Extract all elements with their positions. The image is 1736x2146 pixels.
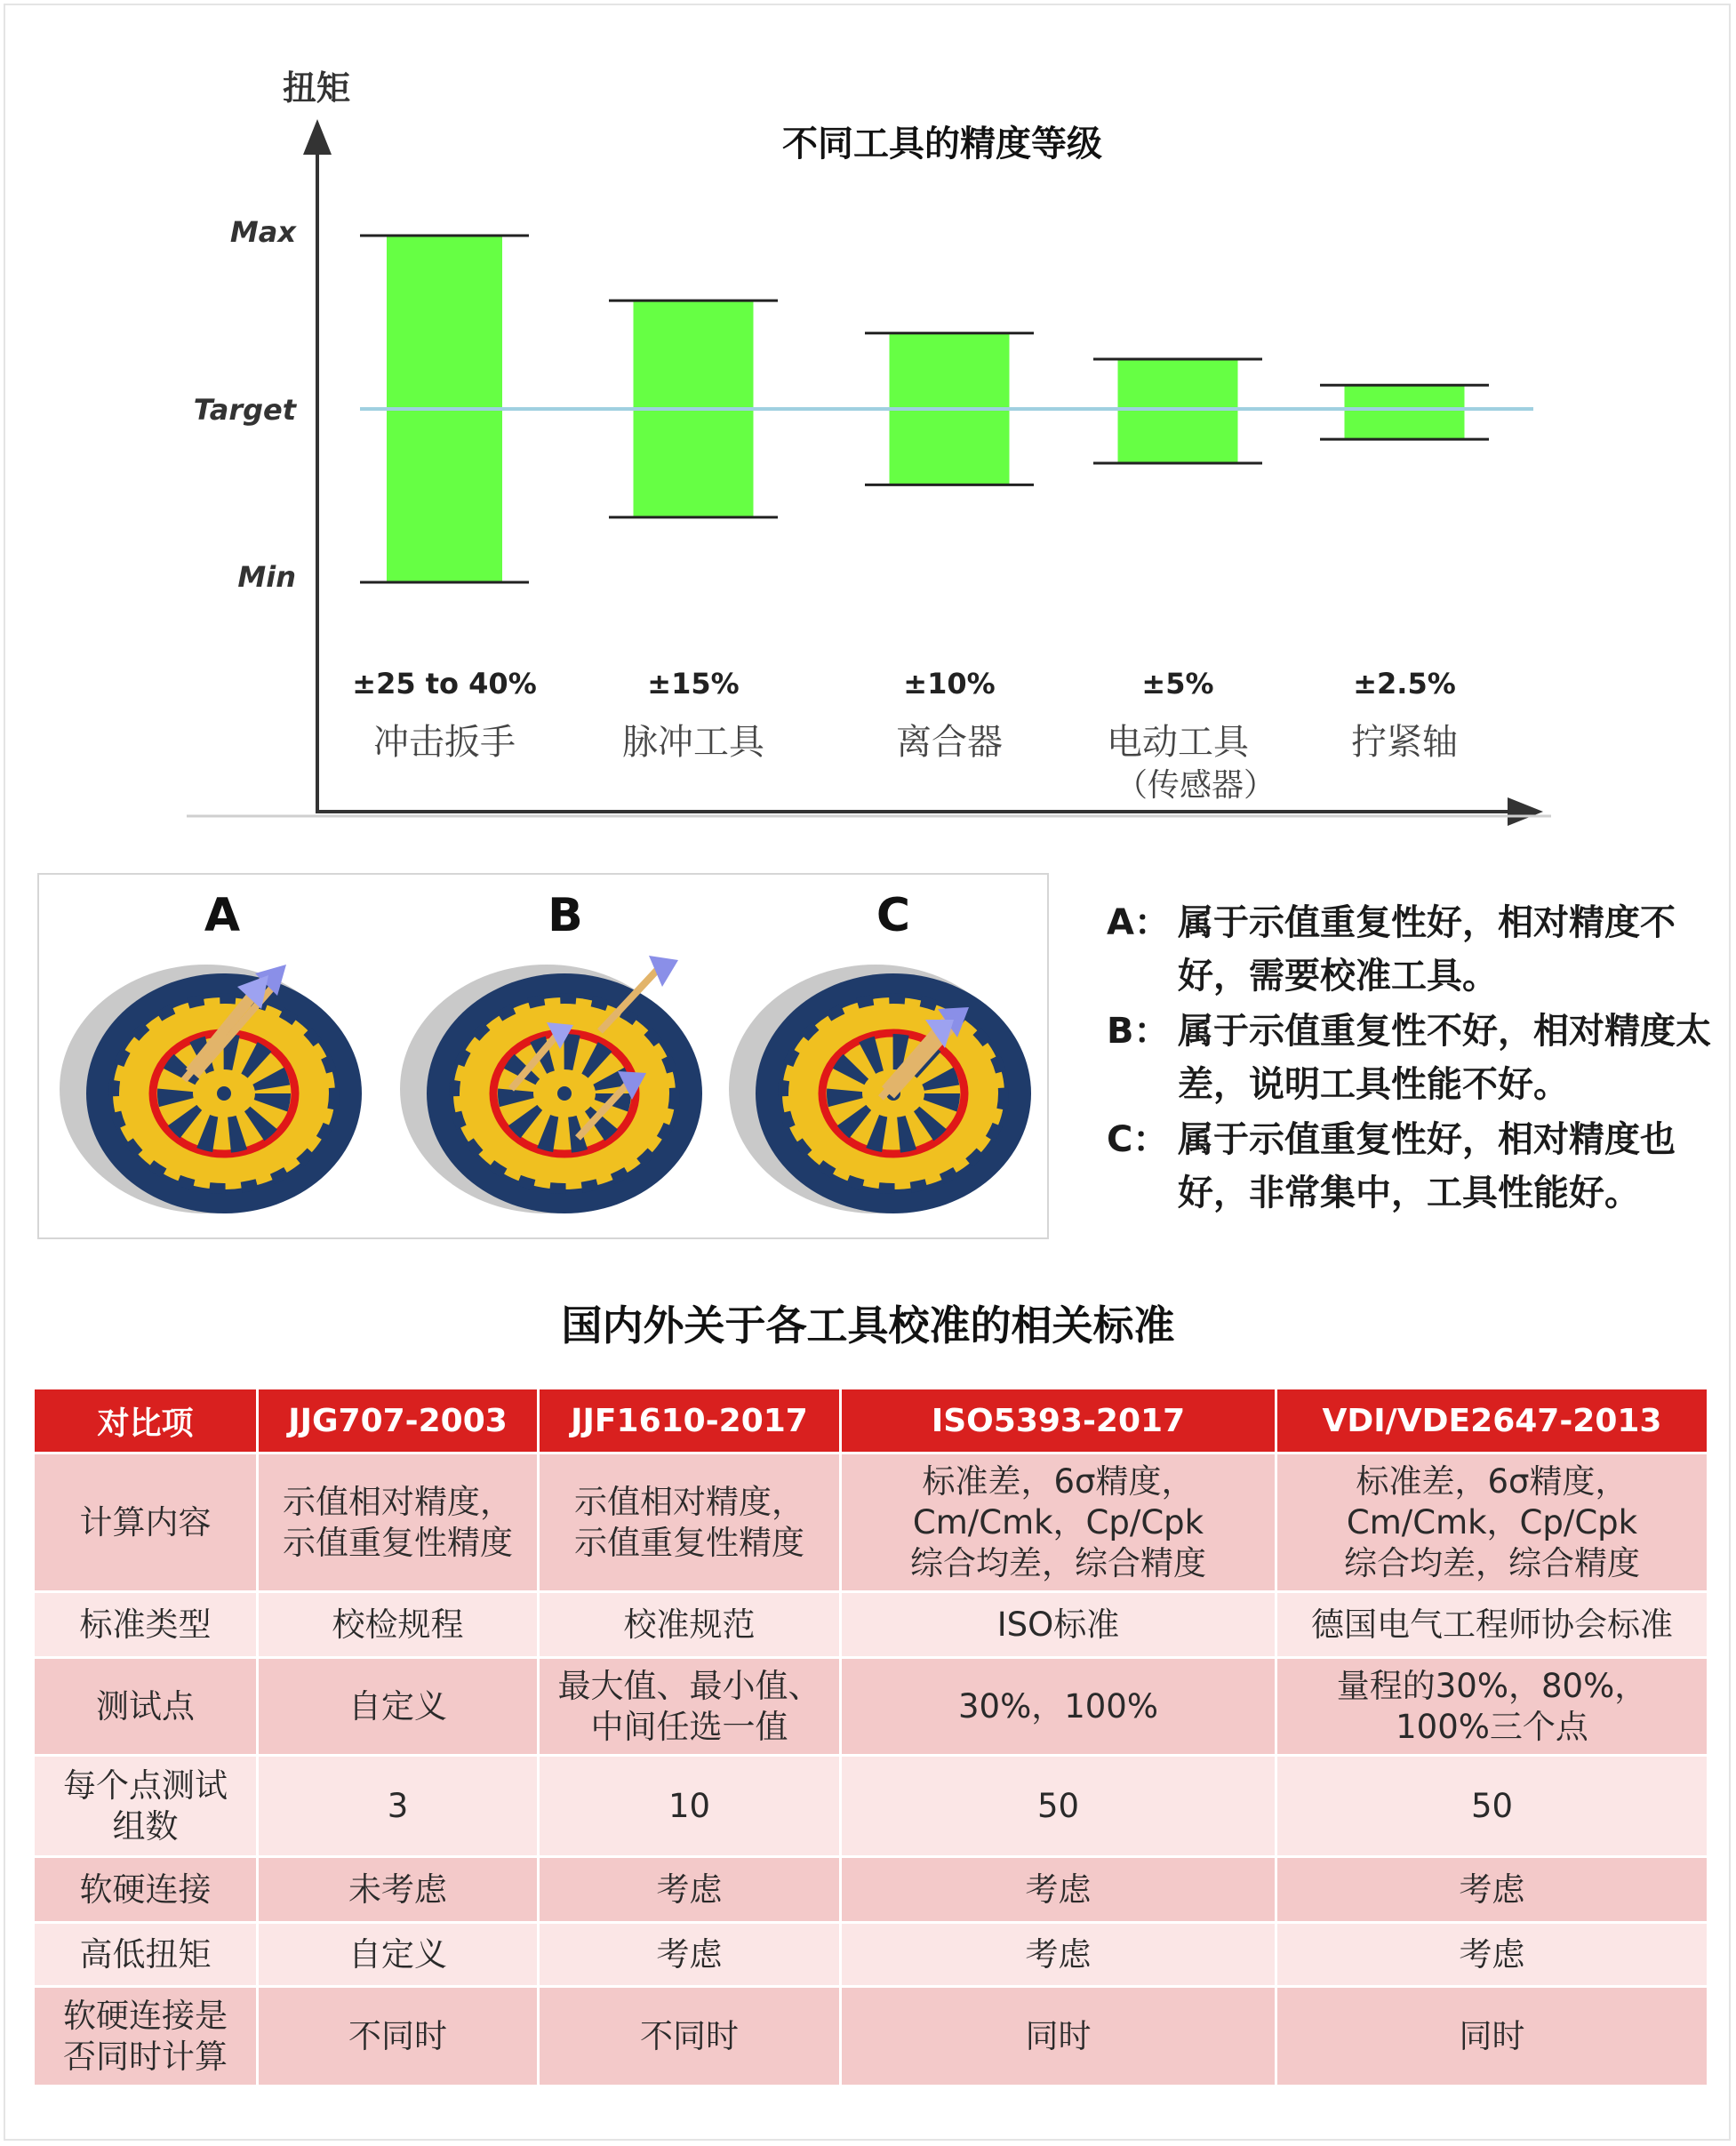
table-cell: 考虑 xyxy=(539,1923,841,1987)
table-cell: 3 xyxy=(258,1756,539,1857)
table-cell: 考虑 xyxy=(539,1857,841,1923)
table-row xyxy=(34,1453,1708,1592)
table-cell: 校准规范 xyxy=(539,1592,841,1658)
chart-title: 不同工具的精度等级 xyxy=(782,124,1102,164)
table-cell: 同时 xyxy=(1276,1987,1708,2086)
dartboard-label-a: A xyxy=(204,889,241,942)
table-cell: 考虑 xyxy=(841,1857,1276,1923)
category-label: 离合器 xyxy=(896,722,1003,763)
header-cell: VDI/VDE2647-2013 xyxy=(1276,1389,1708,1453)
table-cell: 示值相对精度， 示值重复性精度 xyxy=(258,1453,539,1592)
table-cell: 10 xyxy=(539,1756,841,1857)
table-cell: 未考虑 xyxy=(258,1857,539,1923)
category-label: 拧紧轴 xyxy=(1351,722,1458,763)
y-tick-target: Target xyxy=(193,393,296,427)
table-cell: 标准差，6σ精度， Cm/Cmk，Cp/Cpk 综合均差，综合精度 xyxy=(841,1453,1276,1592)
category-sublabel: （传感器） xyxy=(1115,767,1276,804)
tolerance-label: ±25 to 40% xyxy=(352,667,537,701)
table-cell: ISO标准 xyxy=(841,1592,1276,1658)
explanation-a-key: A： xyxy=(1107,902,1170,943)
table-cell: 软硬连接是 否同时计算 xyxy=(34,1987,258,2086)
table-cell: 示值相对精度， 示值重复性精度 xyxy=(539,1453,841,1592)
dartboard-c xyxy=(724,956,1044,1222)
category-label: 脉冲工具 xyxy=(622,722,764,763)
table-cell: 考虑 xyxy=(841,1923,1276,1987)
table-row xyxy=(34,1756,1708,1857)
table-title: 国内外关于各工具校准的相关标准 xyxy=(561,1301,1175,1349)
bar-4 xyxy=(1118,359,1238,463)
table-cell: 50 xyxy=(1276,1756,1708,1857)
dartboard-label-c: C xyxy=(876,889,911,942)
table-cell: 测试点 xyxy=(34,1658,258,1756)
dartboard-b xyxy=(396,956,716,1222)
header-cell: 对比项 xyxy=(34,1389,258,1453)
header-cell: JJF1610-2017 xyxy=(539,1389,841,1453)
table-cell: 标准类型 xyxy=(34,1592,258,1658)
explanation-c xyxy=(1107,1113,1720,1220)
y-tick-min: Min xyxy=(237,560,296,594)
table-row xyxy=(34,1658,1708,1756)
explanation-c-key: C： xyxy=(1107,1119,1169,1160)
table-cell: 每个点测试 组数 xyxy=(34,1756,258,1857)
table-cell: 校检规程 xyxy=(258,1592,539,1658)
standards-table xyxy=(32,1387,1709,2087)
tolerance-label: ±15% xyxy=(647,667,740,701)
table-row xyxy=(34,1592,1708,1658)
y-axis-label: 扭矩 xyxy=(282,68,351,108)
tolerance-label: ±5% xyxy=(1141,667,1214,701)
explanation-a xyxy=(1107,896,1720,1003)
table-row xyxy=(34,1987,1708,2086)
precision-chart xyxy=(0,0,1736,836)
table-cell: 计算内容 xyxy=(34,1453,258,1592)
table-cell: 考虑 xyxy=(1276,1857,1708,1923)
table-cell: 德国电气工程师协会标准 xyxy=(1276,1592,1708,1658)
table-header-row xyxy=(34,1389,1708,1453)
category-label: 电动工具 xyxy=(1107,722,1249,763)
header-cell: JJG707-2003 xyxy=(258,1389,539,1453)
explanation-c-text: 属于示值重复性好，相对精度也好，非常集中，工具性能好。 xyxy=(1178,1119,1676,1213)
table-cell: 50 xyxy=(841,1756,1276,1857)
y-tick-max: Max xyxy=(229,215,296,249)
table-cell: 不同时 xyxy=(258,1987,539,2086)
table-cell: 软硬连接 xyxy=(34,1857,258,1923)
table-cell: 最大值、最小值、 中间任选一值 xyxy=(539,1658,841,1756)
explanation-a-text: 属于示值重复性好，相对精度不好，需要校准工具。 xyxy=(1178,902,1676,997)
header-cell: ISO5393-2017 xyxy=(841,1389,1276,1453)
table-cell: 自定义 xyxy=(258,1923,539,1987)
tolerance-label: ±2.5% xyxy=(1353,667,1456,701)
dartboard-a xyxy=(55,956,375,1222)
dartboard-label-b: B xyxy=(548,889,583,942)
category-label: 冲击扳手 xyxy=(373,722,516,763)
table-cell: 同时 xyxy=(841,1987,1276,2086)
table-cell: 量程的30%，80%， 100%三个点 xyxy=(1276,1658,1708,1756)
bar-5 xyxy=(1345,385,1465,439)
tolerance-label: ±10% xyxy=(903,667,996,701)
table-cell: 30%，100% xyxy=(841,1658,1276,1756)
explanation-b-text: 属于示值重复性不好，相对精度太差，说明工具性能不好。 xyxy=(1178,1011,1711,1105)
table-cell: 自定义 xyxy=(258,1658,539,1756)
table-row xyxy=(34,1857,1708,1923)
explanation-b-key: B： xyxy=(1107,1011,1170,1052)
table-row xyxy=(34,1923,1708,1987)
table-cell: 标准差，6σ精度， Cm/Cmk，Cp/Cpk 综合均差，综合精度 xyxy=(1276,1453,1708,1592)
explanation-b xyxy=(1107,1005,1720,1111)
table-cell: 高低扭矩 xyxy=(34,1923,258,1987)
table-cell: 考虑 xyxy=(1276,1923,1708,1987)
table-cell: 不同时 xyxy=(539,1987,841,2086)
